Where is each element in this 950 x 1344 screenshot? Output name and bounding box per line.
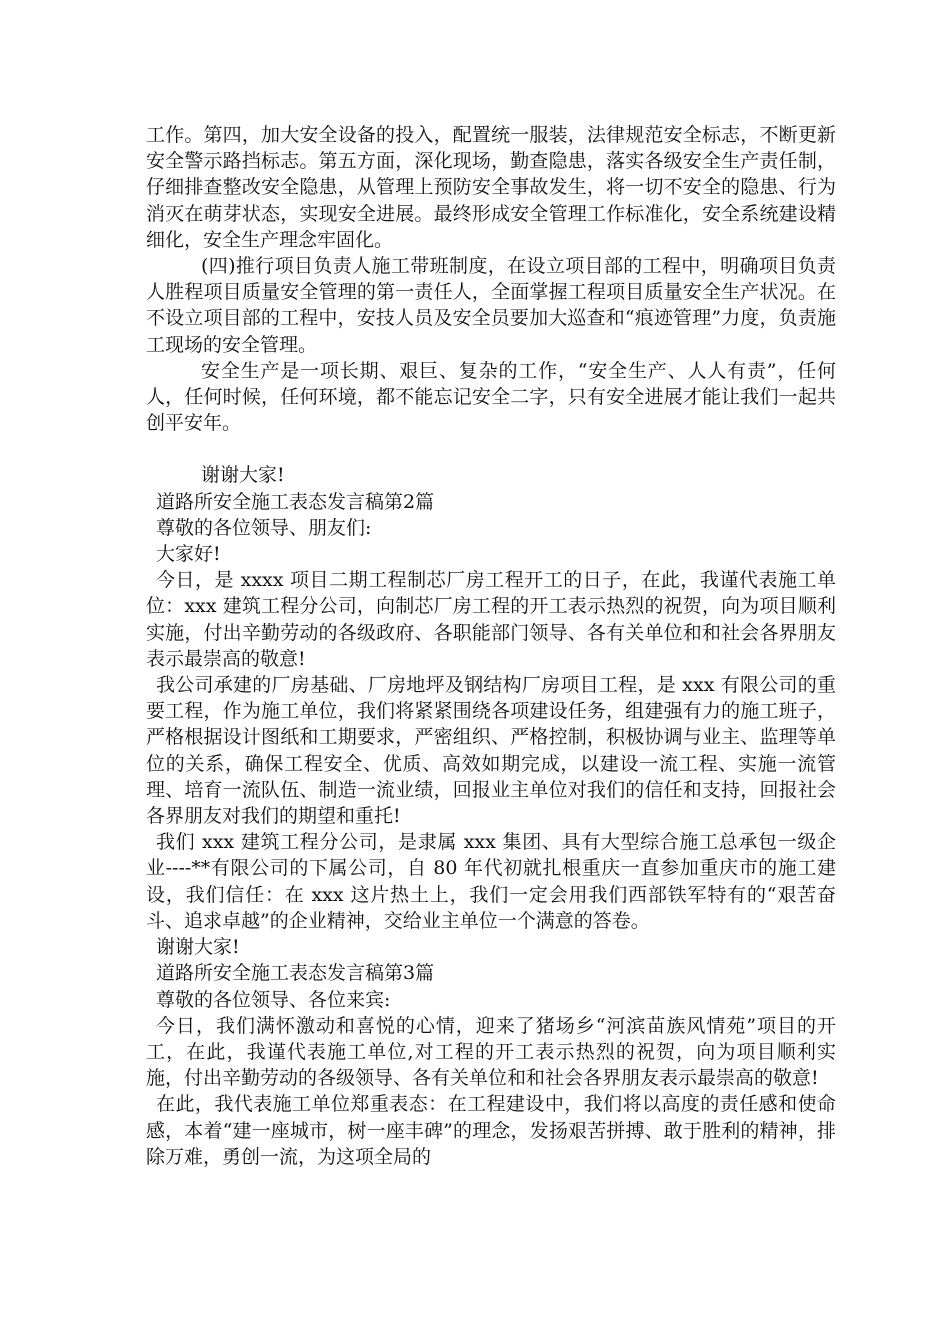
paragraph: 在此，我代表施工单位郑重表态：在工程建设中，我们将以高度的责任感和使命感，本着“建一座城市，树一座丰碑”的理念，发扬艰苦拼搏、敢于胜利的精神，排除万难，勇创一流，为这项全局的 (146, 1093, 836, 1168)
section-heading: 道路所安全施工表态发言稿第3篇 (156, 962, 435, 985)
paragraph: 我们 xxx 建筑工程分公司，是隶属 xxx 集团、具有大型综合施工总承包一级企业----**有限公司的下属公司，自 80 年代初就扎根重庆一直参加重庆市的施工建设，我们信任：在 xxx 这片热土上，我们一定会用我们西部铁军特有的“艰苦奋斗、追求卓越”的企业精神，交给业主单位一个满意的答卷。 (146, 831, 836, 932)
blank-line (146, 436, 836, 462)
paragraph: 安全生产是一项长期、艰巨、复杂的工作，“安全生产、人人有责”，任何人，任何时候，任何环境，都不能忘记安全二字，只有安全进展才能让我们一起共创平安年。 (146, 359, 836, 435)
paragraph: 谢谢大家! (201, 464, 285, 487)
greeting: 大家好! (156, 543, 221, 566)
paragraph: 今日，是 xxxx 项目二期工程制芯厂房工程开工的日子，在此，我谨代表施工单位：xxx 建筑工程分公司，向制芯厂房工程的开工表示热烈的祝贺，向为项目顺利实施，付出辛勤劳动的各级政府、各职能部门领导、各有关单位和和社会各界朋友表示最崇高的敬意! (146, 569, 836, 670)
section-heading: 道路所安全施工表态发言稿第2篇 (156, 490, 435, 513)
paragraph: 我公司承建的厂房基础、厂房地坪及钢结构厂房项目工程，是 xxx 有限公司的重要工程，作为施工单位，我们将紧紧围绕各项建设任务，组建强有力的施工班子，严格根据设计图纸和工期要求，严密组织、严格控制，积极协调与业主、监理等单位的关系，确保工程安全、优质、高效如期完成，以建设一流工程、实施一流管理、培育一流队伍、制造一流业绩，回报业主单位对我们的信任和支持，回报社会各界朋友对我们的期望和重托! (146, 674, 836, 828)
salutation: 尊敬的各位领导、朋友们: (156, 516, 372, 539)
paragraph: 谢谢大家! (156, 936, 240, 959)
paragraph: (四)推行项目负责人施工带班制度，在设立项目部的工程中，明确项目负责人胜程项目质量安全管理的第一责任人，全面掌握工程项目质量安全生产状况。在不设立项目部的工程中，安技人员及安全员要加大巡查和“痕迹管理”力度，负责施工现场的安全管理。 (146, 255, 836, 356)
salutation: 尊敬的各位领导、各位来宾: (156, 988, 391, 1011)
document-body (146, 122, 836, 1170)
paragraph: 工作。第四，加大安全设备的投入，配置统一服装，法律规范安全标志，不断更新安全警示路挡标志。第五方面，深化现场，勤查隐患，落实各级安全生产责任制，仔细排查整改安全隐患，从管理上预防安全事故发生，将一切不安全的隐患、行为消灭在萌芽状态，实现安全进展。最终形成安全管理工作标准化，安全系统建设精细化，安全生产理念牢固化。 (146, 124, 836, 251)
paragraph: 今日，我们满怀激动和喜悦的心情，迎来了猪场乡“河滨苗族风情苑”项目的开工，在此，我谨代表施工单位,对工程的开工表示热烈的祝贺，向为项目顺利实施，付出辛勤劳动的各级领导、各有关单位和和社会各界朋友表示最崇高的敬意! (146, 1014, 836, 1090)
